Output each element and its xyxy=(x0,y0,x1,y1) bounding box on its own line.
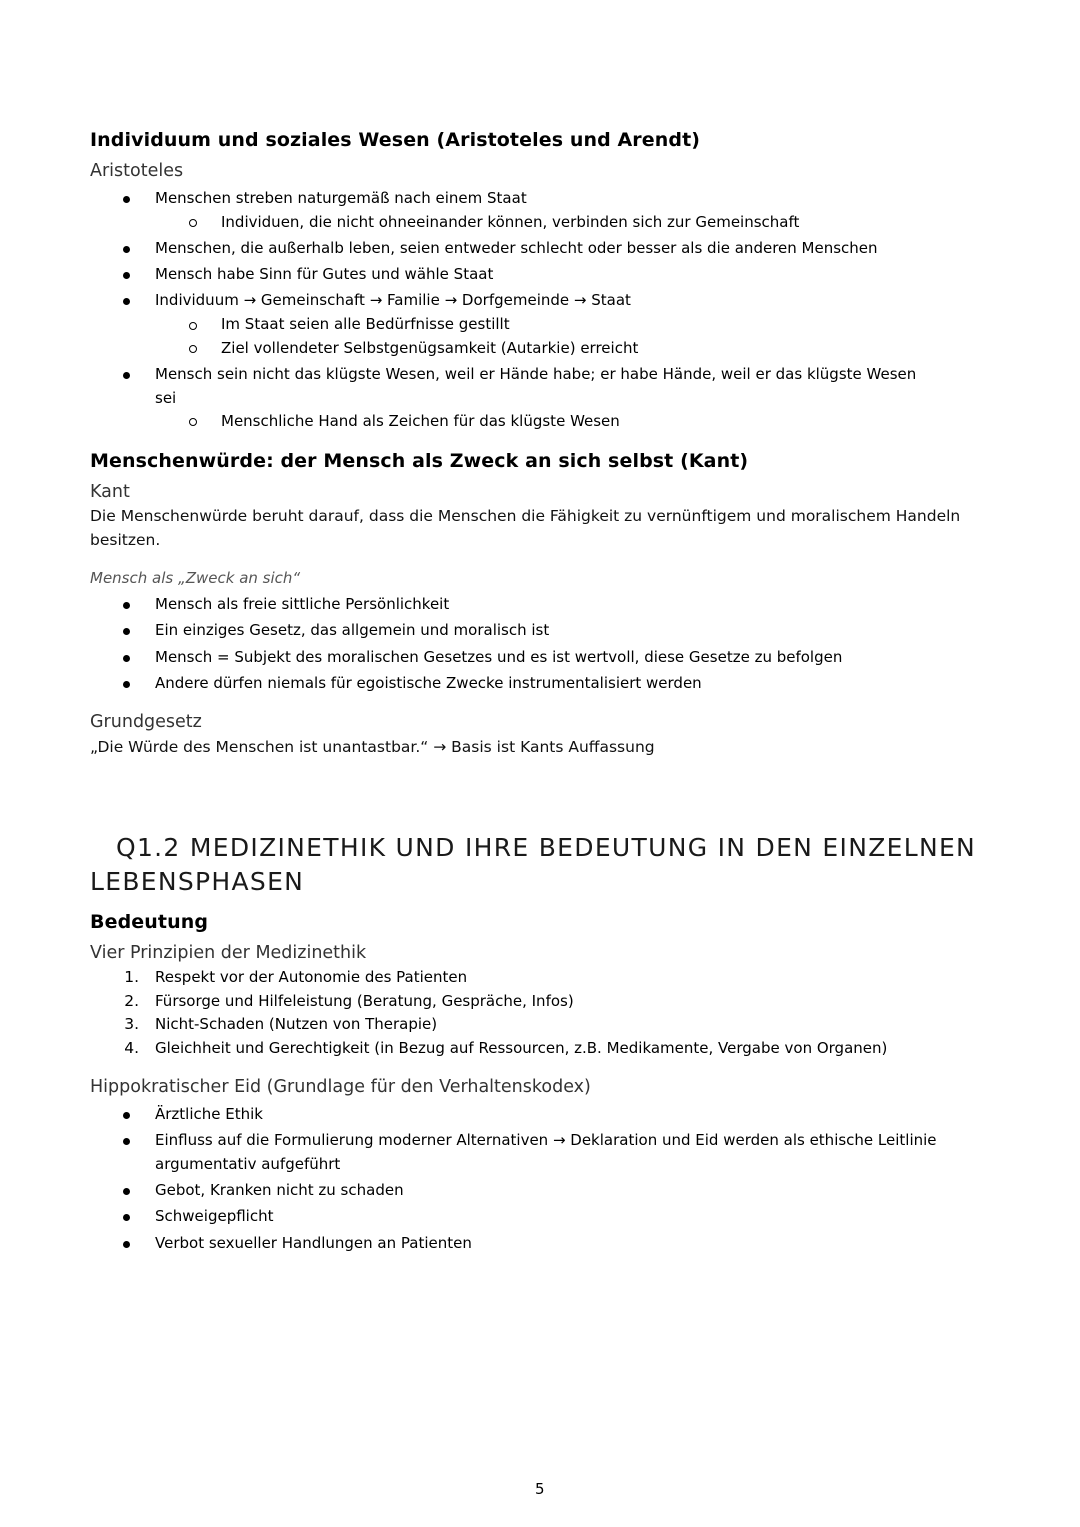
bullet-icon xyxy=(123,602,130,609)
list-item: Im Staat seien alle Bedürfnisse gestillt xyxy=(221,315,510,333)
chapter-title-continuation: LEBENSPHASEN xyxy=(90,867,305,896)
bullet-icon xyxy=(123,196,130,203)
list-item: Mensch = Subjekt des moralischen Gesetzes und es ist wertvoll, diese Gesetze zu befolgen xyxy=(155,648,843,666)
heading-bedeutung: Bedeutung xyxy=(90,911,209,933)
italic-label: Mensch als „Zweck an sich“ xyxy=(90,569,301,587)
list-item: Ziel vollendeter Selbstgenügsamkeit (Autarkie) erreicht xyxy=(221,339,639,357)
paragraph-line: Die Menschenwürde beruht darauf, dass die Menschen die Fähigkeit zu vernünftigem und moralischem Handeln xyxy=(90,507,961,525)
list-item: Mensch habe Sinn für Gutes und wähle Staat xyxy=(155,265,494,283)
bullet-icon xyxy=(123,298,130,305)
bullet-icon xyxy=(123,246,130,253)
bullet-icon xyxy=(123,372,130,379)
list-item: Ärztliche Ethik xyxy=(155,1105,263,1123)
page-number: 5 xyxy=(535,1480,545,1498)
chapter-title: Q1.2 MEDIZINETHIK UND IHRE BEDEUTUNG IN DEN EINZELNEN xyxy=(116,833,977,862)
subheading-aristoteles: Aristoteles xyxy=(90,161,184,181)
list-item: Mensch sein nicht das klügste Wesen, weil er Hände habe; er habe Hände, weil er das klügste Wesen xyxy=(155,365,917,383)
bullet-icon xyxy=(123,681,130,688)
numbered-item: Nicht-Schaden (Nutzen von Therapie) xyxy=(155,1015,438,1033)
circle-bullet-icon xyxy=(189,418,197,426)
list-item: Individuen, die nicht ohneeinander können, verbinden sich zur Gemeinschaft xyxy=(221,213,800,231)
bullet-icon xyxy=(123,1214,130,1221)
list-item-continuation: sei xyxy=(155,389,177,407)
list-item: Andere dürfen niemals für egoistische Zwecke instrumentalisiert werden xyxy=(155,674,702,692)
heading-individuum: Individuum und soziales Wesen (Aristoteles und Arendt) xyxy=(90,129,701,151)
list-number: 3. xyxy=(124,1015,139,1033)
subheading-prinzipien: Vier Prinzipien der Medizinethik xyxy=(90,943,367,963)
bullet-icon xyxy=(123,1241,130,1248)
list-item: Menschliche Hand als Zeichen für das klügste Wesen xyxy=(221,412,620,430)
list-item-continuation: argumentativ aufgeführt xyxy=(155,1155,341,1173)
paragraph-line: besitzen. xyxy=(90,531,161,549)
list-item: Menschen, die außerhalb leben, seien entweder schlecht oder besser als die anderen Menschen xyxy=(155,239,878,257)
list-item: Verbot sexueller Handlungen an Patienten xyxy=(155,1234,472,1252)
heading-menschenwuerde: Menschenwürde: der Mensch als Zweck an sich selbst (Kant) xyxy=(90,450,749,472)
quote-line: „Die Würde des Menschen ist unantastbar.“ → Basis ist Kants Auffassung xyxy=(90,738,655,756)
bullet-icon xyxy=(123,628,130,635)
subheading-eid: Hippokratischer Eid (Grundlage für den Verhaltenskodex) xyxy=(90,1077,591,1097)
list-item: Mensch als freie sittliche Persönlichkeit xyxy=(155,595,450,613)
circle-bullet-icon xyxy=(189,322,197,330)
bullet-icon xyxy=(123,1188,130,1195)
bullet-icon xyxy=(123,272,130,279)
list-item: Einfluss auf die Formulierung moderner Alternativen → Deklaration und Eid werden als ethische Leitlinie xyxy=(155,1131,937,1149)
list-item: Menschen streben naturgemäß nach einem Staat xyxy=(155,189,527,207)
list-item: Individuum → Gemeinschaft → Familie → Dorfgemeinde → Staat xyxy=(155,291,631,309)
bullet-icon xyxy=(123,655,130,662)
subheading-grundgesetz: Grundgesetz xyxy=(90,712,202,732)
bullet-icon xyxy=(123,1112,130,1119)
circle-bullet-icon xyxy=(189,345,197,353)
list-number: 1. xyxy=(124,968,139,986)
list-number: 2. xyxy=(124,992,139,1010)
circle-bullet-icon xyxy=(189,219,197,227)
numbered-item: Respekt vor der Autonomie des Patienten xyxy=(155,968,468,986)
numbered-item: Gleichheit und Gerechtigkeit (in Bezug auf Ressourcen, z.B. Medikamente, Vergabe von Organen) xyxy=(155,1039,888,1057)
list-item: Schweigepflicht xyxy=(155,1207,274,1225)
subheading-kant: Kant xyxy=(90,482,130,502)
numbered-item: Fürsorge und Hilfeleistung (Beratung, Gespräche, Infos) xyxy=(155,992,574,1010)
bullet-icon xyxy=(123,1138,130,1145)
list-item: Ein einziges Gesetz, das allgemein und moralisch ist xyxy=(155,621,550,639)
list-item: Gebot, Kranken nicht zu schaden xyxy=(155,1181,404,1199)
list-number: 4. xyxy=(124,1039,139,1057)
